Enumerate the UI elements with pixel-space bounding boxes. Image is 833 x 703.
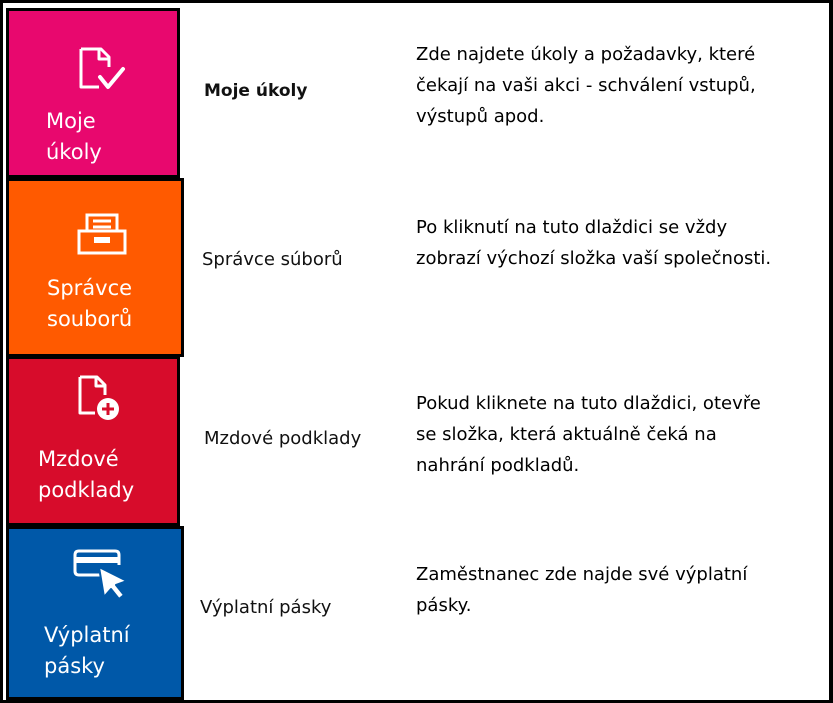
tile-spravce-souboru[interactable] — [6, 178, 184, 357]
item-name: Výplatní pásky — [200, 597, 332, 618]
card-cursor-icon — [71, 547, 131, 599]
tile-label: Mzdové podklady — [38, 447, 135, 502]
item-description: Zde najdete úkoly a požadavky, které čekají na vaši akci - schválení vstupů, výstupů apod. — [416, 44, 756, 127]
tile-label: Správce souborů — [47, 276, 133, 331]
item-name: Moje úkoly — [204, 81, 308, 101]
document-add-icon — [75, 373, 123, 425]
item-description: Po kliknutí na tuto dlaždici se vždy zobrazí výchozí složka vaší společnosti. — [416, 217, 772, 269]
document-check-icon — [75, 45, 127, 95]
tile-mzdove-podklady[interactable] — [6, 356, 180, 526]
tile-moje-ukoly[interactable] — [6, 8, 180, 178]
item-name: Správce súborů — [202, 249, 343, 270]
item-description: Pokud kliknete na tuto dlaždici, otevře se složka, která aktuálně čeká na nahrání podkladů. — [416, 393, 761, 476]
item-name: Mzdové podklady — [204, 428, 362, 449]
tile-label: Moje úkoly — [46, 109, 102, 164]
tile-label: Výplatní pásky — [44, 623, 130, 678]
item-description: Zaměstnanec zde najde své výplatní pásky. — [416, 564, 748, 616]
tile-vyplatni-pasky[interactable] — [6, 526, 184, 700]
tiles-legend — [3, 3, 829, 700]
file-tray-icon — [75, 211, 129, 257]
